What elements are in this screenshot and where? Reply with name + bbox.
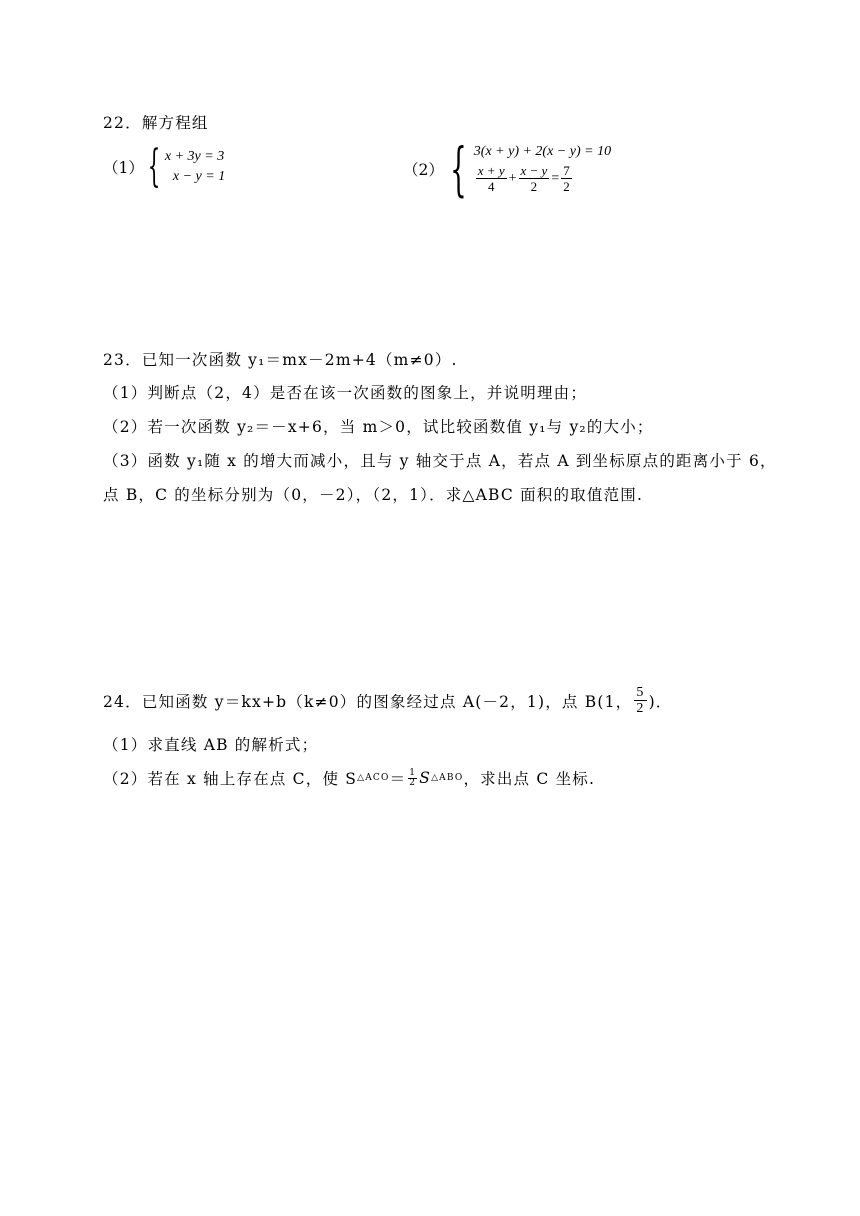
fraction-denominator: 2 <box>636 701 645 716</box>
q24-part2 <box>103 767 595 789</box>
fraction-numerator: 1 <box>409 767 417 778</box>
q22-system-2 <box>403 135 612 203</box>
operator: ＝ <box>389 770 407 788</box>
q23-part3: （3）函数 y₁随 x 的增大而减小，且与 y 轴交于点 A，若点 A 到坐标原点的距离小于 6， <box>103 452 777 470</box>
fraction-denominator: 2 <box>409 777 417 788</box>
q22-title: 22．解方程组 <box>103 114 209 132</box>
fraction <box>408 769 417 788</box>
q24-stem <box>103 685 673 716</box>
q23-part2: （2）若一次函数 y₂＝－x+6，当 m＞0，试比较函数值 y₁与 y₂的大小； <box>103 418 654 436</box>
equation: x − y = 1 <box>172 169 226 184</box>
q22-part2-label: （2） <box>403 161 444 179</box>
fraction-denominator: 2 <box>530 179 538 194</box>
equation-list <box>474 144 611 194</box>
q24-part2-end: ，求出点 C 坐标. <box>463 770 596 788</box>
fraction <box>519 163 550 194</box>
fraction-numerator: x + y <box>477 163 505 178</box>
brace-icon: { <box>450 135 467 203</box>
area-symbol: S <box>419 769 432 787</box>
q24-stem-end: )． <box>648 692 673 711</box>
fraction-numerator: x − y <box>520 163 548 178</box>
subscript: △ACO <box>357 773 390 783</box>
equation: x + 3y = 3 <box>164 149 225 164</box>
q24-stem-text: 24．已知函数 y＝kx+b（k≠0）的图象经过点 A(－2，1)，点 B(1， <box>103 692 633 711</box>
q24-part2-text: （2）若在 x 轴上存在点 C，使 S <box>103 770 358 788</box>
fraction-denominator: 4 <box>487 179 495 194</box>
q23-part3-cont: 点 B，C 的坐标分别为（0，－2），（2，1）．求△ABC 面积的取值范围. <box>103 486 644 504</box>
subscript: △ABO <box>431 773 464 783</box>
fraction-denominator: 2 <box>563 179 570 194</box>
fraction <box>634 685 646 716</box>
fraction <box>561 163 572 194</box>
fraction-numerator: 7 <box>563 163 570 178</box>
fraction <box>476 163 507 194</box>
brace-icon: { <box>147 141 161 192</box>
equation: 3(x + y) + 2(x − y) = 10 <box>473 144 612 159</box>
operator: = <box>551 170 560 186</box>
q22-system-1 <box>103 141 226 192</box>
q22-part1-label: （1） <box>103 159 144 177</box>
q23-stem: 23．已知一次函数 y₁＝mx－2m+4（m≠0）. <box>103 351 458 369</box>
fraction-numerator: 5 <box>636 685 645 700</box>
operator: + <box>508 170 517 186</box>
q23-part1: （1）判断点（2，4）是否在该一次函数的图象上，并说明理由； <box>103 384 588 402</box>
q24-part1: （1）求直线 AB 的解析式； <box>103 736 319 754</box>
equation-list <box>165 149 225 185</box>
equation <box>474 163 611 194</box>
